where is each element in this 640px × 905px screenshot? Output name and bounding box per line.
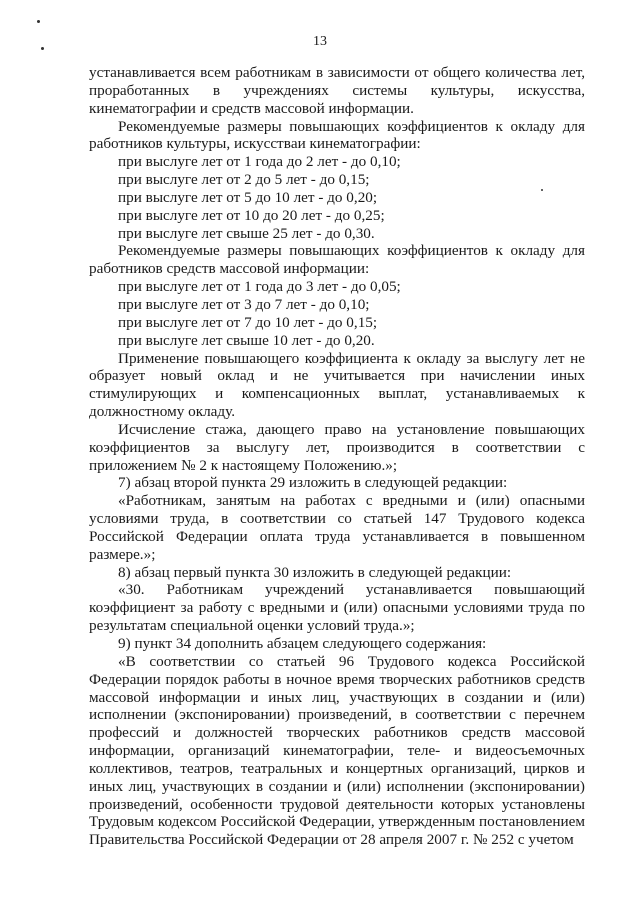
paragraph: устанавливается всем работникам в зависимости от общего количества лет, проработанных в учреждениях системы культуры, искусства, кинематографии и средств массовой информации. (89, 64, 585, 117)
paragraph: при выслуге лет свыше 25 лет - до 0,30. (118, 224, 375, 242)
paragraph: при выслуге лет от 3 до 7 лет - до 0,10; (118, 295, 370, 313)
scan-speck (37, 20, 40, 23)
paragraph: «В соответствии со статьей 96 Трудового кодекса Российской Федерации порядок работы в ночное время творческих работников средств массовой информации и иных лиц, участвующих в создании и (или) исполнении (экспонировании) произведений, в соответствии с перечнем профессий и должностей творческих работников средств массовой информации, организаций кинематографии, теле- и видеосъемочных коллективов, театров, театральных и концертных организаций, цирков и иных лиц, участвующих в создании и (или) исполнении (экспонировании) произведений, особенности трудовой деятельности которых установлены Трудовым кодексом Российской Федерации, утвержденным постановлением Правительства Российской Федерации от 28 апреля 2007 г. № 252 с учетом (89, 652, 585, 849)
paragraph: «30. Работникам учреждений устанавливается повышающий коэффициент за работу с вредными и (или) опасными условиями труда по результатам специальной оценки условий труда.»; (89, 581, 585, 635)
paragraph: при выслуге лет от 1 года до 3 лет - до 0,05; (118, 278, 401, 296)
paragraph: Исчисление стажа, дающего право на установление повышающих коэффициентов за выслугу лет, производится в соответствии с приложением № 2 к настоящему Положению.»; (89, 420, 585, 474)
scan-speck (41, 47, 44, 50)
paragraph: при выслуге лет от 7 до 10 лет - до 0,15; (118, 313, 378, 331)
paragraph: 9) пункт 34 дополнить абзацем следующего содержания: (118, 635, 487, 652)
paragraph: при выслуге лет от 5 до 10 лет - до 0,20; (118, 188, 378, 206)
paragraph: Рекомендуемые размеры повышающих коэффициентов к окладу для работников культуры, искусствaи кинематографии: (89, 117, 585, 153)
paragraph: при выслуге лет свыше 10 лет - до 0,20. (118, 331, 375, 349)
paragraph: Применение повышающего коэффициента к окладу за выслугу лет не образует новый оклад и не учитывается при начислении иных стимулирующих и компенсационных выплат, устанавливаемых к должностному окладу. (89, 349, 585, 421)
paragraph: Рекомендуемые размеры повышающих коэффициентов к окладу для работников средств массовой информации: (89, 242, 585, 278)
paragraph: «Работникам, занятым на работах с вредными и (или) опасными условиями труда, в соответствии со статьей 147 Трудового кодекса Российской Федерации оплата труда устанавливается в повышенном размере.»; (89, 492, 585, 563)
paragraph: 8) абзац первый пункта 30 изложить в следующей редакции: (118, 563, 512, 581)
paragraph: при выслуге лет от 1 года до 2 лет - до 0,10; (118, 153, 401, 171)
paragraph: при выслуге лет от 10 до 20 лет - до 0,25; (118, 206, 385, 224)
paragraph: 7) абзац второй пункта 29 изложить в следующей редакции: (118, 474, 508, 492)
paragraph: при выслуге лет от 2 до 5 лет - до 0,15; (118, 171, 370, 189)
document-body (89, 64, 585, 849)
page-number: 13 (313, 34, 327, 49)
